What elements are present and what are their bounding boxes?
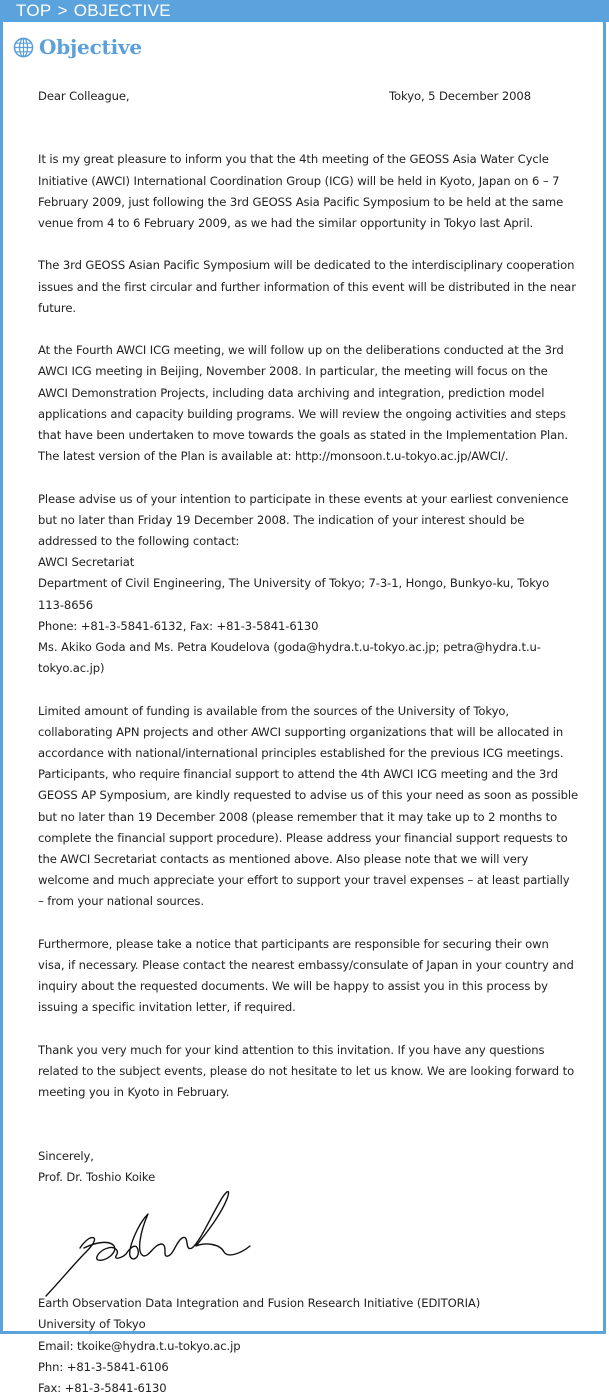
- paragraph: Limited amount of funding is available from the sources of the University of Tokyo, collaborating APN projects and other AWCI supporting organizations that will be allocated in accordance with national/international principles established for the previous ICG meetings. Participants, who require financial support to attend the 4th AWCI ICG meeting and the 3rd GEOSS AP Symposium, are kindly requested to advise us of this your need as soon as possible but no later than 19 December 2008 (please remember that it may take up to 2 months to complete the financial support procedure). Please address your financial support requests to the AWCI Secretariat contacts as mentioned above. Also please note that we will very welcome and much appreciate your effort to support your travel expenses – at least partially – from your national sources.: [38, 703, 578, 909]
- signature-area: [38, 1188, 578, 1293]
- salutation-row: [38, 86, 578, 107]
- letter-body: [38, 86, 578, 1399]
- closing: Sincerely,: [38, 1148, 94, 1163]
- breadcrumb-current: OBJECTIVE: [73, 1, 171, 20]
- paragraph: Thank you very much for your kind attention to this invitation. If you have any questions related to the subject events, please do not hesitate to let us know. We are looking forward to meeting you in Kyoto in February.: [38, 1042, 575, 1100]
- signature-icon: [44, 1184, 264, 1299]
- globe-icon: [13, 37, 34, 58]
- contact-phone: Phone: +81-3-5841-6132, Fax: +81-3-5841-6130: [38, 618, 319, 633]
- page-title: Objective: [39, 35, 142, 59]
- paragraph: Please advise us of your intention to participate in these events at your earliest convenience but no later than Friday 19 December 2008. The indication of your interest should be addressed to the following contact:: [38, 491, 569, 548]
- footer-univ: University of Tokyo: [38, 1317, 146, 1332]
- signer-name: Prof. Dr. Toshio Koike: [38, 1170, 156, 1185]
- contact-names: Ms. Akiko Goda and Ms. Petra Koudelova (goda@hydra.t.u-tokyo.ac.jp; petra@hydra.t.u-tokyo.ac.jp): [38, 640, 541, 676]
- paragraph: At the Fourth AWCI ICG meeting, we will follow up on the deliberations conducted at the 3rd AWCI ICG meeting in Beijing, November 2008. In particular, the meeting will focus on the AWCI Demonstration Projects, including data archiving and integration, prediction model applications and capacity building programs. We will review the ongoing activities and steps that have been undertaken to move towards the goals as stated in the Implementation Plan. The latest version of the Plan is available at: http://monsoon.t.u-tokyo.ac.jp/AWCI/.: [38, 343, 568, 464]
- footer-org: Earth Observation Data Integration and Fusion Research Initiative (EDITORIA): [38, 1296, 481, 1311]
- paragraph: Furthermore, please take a notice that participants are responsible for securing their own visa, if necessary. Please contact the nearest embassy/consulate of Japan in your country and inquiry about the requested documents. We will be happy to assist you in this process by issuing a specific invitation letter, if required.: [38, 936, 574, 1015]
- letter-date: Tokyo, 5 December 2008: [388, 89, 531, 103]
- page-heading: [13, 34, 142, 60]
- salutation: Dear Colleague,: [38, 89, 130, 103]
- paragraph: It is my great pleasure to inform you that the 4th meeting of the GEOSS Asia Water Cycle Initiative (AWCI) International Coordination Group (ICG) will be held in Kyoto, Japan on 6 – 7 February 2009, just following the 3rd GEOSS Asia Pacific Symposium to be held at the same venue from 4 to 6 February 2009, as we had the similar opportunity in Tokyo last April.: [38, 152, 564, 230]
- footer-phone: Phn: +81-3-5841-6106: [38, 1359, 169, 1374]
- contact-org: AWCI Secretariat: [38, 555, 135, 570]
- contact-dept: Department of Civil Engineering, The University of Tokyo; 7-3-1, Hongo, Bunkyo-ku, Tokyo 113-8656: [38, 576, 550, 612]
- breadcrumb-separator: >: [57, 1, 68, 20]
- paragraph: The 3rd GEOSS Asian Pacific Symposium will be dedicated to the interdisciplinary cooperation issues and the first circular and further information of this event will be distributed in the near future.: [38, 258, 576, 315]
- breadcrumb-top-link[interactable]: TOP: [16, 1, 52, 20]
- footer-email: Email: tkoike@hydra.t.u-tokyo.ac.jp: [38, 1338, 241, 1353]
- footer-fax: Fax: +81-3-5841-6130: [38, 1381, 167, 1396]
- breadcrumb: [3, 0, 609, 22]
